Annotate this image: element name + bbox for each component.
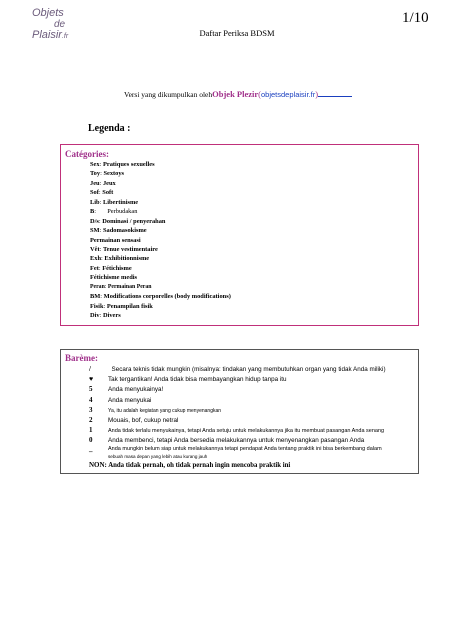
category-code: D/s (90, 217, 99, 225)
bareme-symbol: 3 (89, 405, 93, 414)
bareme-symbol: 2 (89, 415, 93, 424)
document-title: Daftar Periksa BDSM (199, 28, 275, 38)
link-underline (318, 89, 352, 97)
bareme-symbol: NON: (89, 460, 107, 469)
category-code: Jeu (90, 179, 100, 187)
bareme-item (89, 415, 386, 425)
category-code: BM (90, 293, 101, 301)
bareme-item (89, 460, 386, 470)
category-item: Fet: Fétichisme (90, 264, 132, 272)
category-label: Jeux (102, 179, 116, 187)
bareme-text: Secara teknis tidak mungkin (misalnya: tindakan yang membutuhkan organ yang tidak Anda miliki) (108, 366, 386, 373)
category-item: B: Perbudakan (90, 208, 138, 216)
category-label: Dominasi / penyerahan (102, 217, 166, 225)
logo-suffix: .fr (61, 33, 69, 40)
bareme-text: Anda menyukai (108, 396, 152, 404)
category-item: Peran: Permainan Peran (90, 283, 152, 290)
bareme-text: Anda menyukainya! (108, 386, 164, 394)
category-item: BM: Modifications corporelles (body modifications) (90, 293, 231, 301)
bareme-text: Tak tergantikan! Anda tidak bisa membayangkan hidup tanpa itu (108, 376, 287, 384)
bareme-symbol: _ (89, 444, 93, 453)
category-label: Pratiques sexuelles (102, 161, 155, 168)
page-number: 1/10 (402, 10, 429, 26)
category-label: Exhibitionnisme (104, 255, 150, 263)
category-label: Libertinisme (102, 198, 139, 206)
category-code: B (90, 208, 95, 216)
category-label: Modifications corporelles (body modifications) (103, 293, 231, 301)
category-item: Toy: Sextoys (90, 170, 125, 178)
category-code: Peran (90, 283, 105, 290)
bareme-symbol: / (89, 365, 91, 373)
bareme-text: Anda membenci, tetapi Anda bersedia melakukannya untuk menyenangkan pasangan Anda (108, 437, 365, 445)
bareme-symbol: 4 (89, 395, 93, 404)
logo-line-1: Objets (32, 7, 64, 19)
logo-word: Plaisir (32, 29, 62, 41)
category-code: Toy (90, 170, 101, 178)
category-item: Sex: Pratiques sexuelles (90, 161, 155, 168)
category-code: SM (90, 227, 100, 235)
categories-list (90, 160, 231, 320)
bareme-box (60, 349, 419, 474)
bareme-title: Barème: (65, 353, 98, 363)
categories-title: Catégories: (65, 149, 109, 159)
category-item (90, 236, 231, 245)
category-code: Vêt (90, 245, 100, 253)
bareme-text (108, 446, 382, 461)
category-code: Exh (90, 255, 102, 263)
category-code: Fet (90, 264, 99, 272)
brand-name: Objek Plezir (212, 89, 259, 99)
category-label: Sadomasokisme (102, 227, 147, 235)
version-credit (124, 89, 352, 99)
bareme-text: Mouais, bof, cukup netral (108, 416, 179, 424)
category-code: Fétichisme medis (90, 274, 138, 282)
category-label: Soft (102, 189, 114, 197)
category-item: SM: Sadomasokisme (90, 227, 147, 235)
bareme-text: Ya, itu adalah kegiatan yang cukup menyenangkan (108, 407, 222, 414)
category-code: Fisik (90, 302, 104, 310)
bareme-item (89, 395, 386, 405)
category-label: Perbudakan (97, 208, 138, 216)
version-prefix: Versi yang dikumpulkan oleh (124, 90, 213, 99)
category-label: Divers (102, 312, 121, 319)
category-code: Permainan sensasi (90, 236, 141, 244)
category-item: Lib: Libertinisme (90, 198, 139, 206)
category-label: Permainan Peran (107, 283, 152, 290)
site-link[interactable]: objetsdeplaisir.fr (261, 90, 316, 99)
bareme-item (89, 384, 386, 394)
category-code: Div (90, 312, 100, 319)
legend-heading: Legenda : (88, 123, 131, 134)
category-label: Fétichisme (102, 264, 132, 272)
heart-icon: ♥ (89, 375, 94, 384)
category-code: Sof (90, 189, 99, 197)
close-paren: ) (315, 89, 319, 99)
category-item (90, 273, 231, 282)
category-item: Fisik: Penampilan fisik (90, 302, 153, 310)
bareme-item (89, 435, 386, 445)
bareme-text-line: sebuah masa depan yang lebih atau kurang jauh (108, 453, 208, 459)
category-label: Tenue vestimentaire (102, 245, 158, 253)
bareme-text: Anda tidak pernah, oh tidak pernah ingin mencoba praktik ini (108, 461, 291, 469)
category-code: Sex (90, 161, 100, 168)
bareme-item (89, 425, 386, 435)
category-label: Penampilan fisik (106, 302, 153, 310)
category-item: Jeu: Jeux (90, 179, 116, 187)
bareme-item (89, 446, 386, 460)
bareme-item (89, 405, 386, 415)
category-label: Sextoys (103, 170, 125, 178)
bareme-symbol: 1 (89, 426, 93, 435)
category-code: Lib (90, 198, 100, 206)
bareme-symbol: 0 (89, 436, 93, 445)
bareme-item (89, 364, 386, 374)
bareme-text: Anda tidak terlalu menyukainya, tetapi Anda setuju untuk melakukannya jika itu membuat pasangan Anda senang (108, 428, 385, 435)
category-item: Vêt: Tenue vestimentaire (90, 245, 158, 253)
category-item: Exh: Exhibitionnisme (90, 255, 150, 263)
bareme-text-line: Anda mungkin belum siap untuk melakukannya tetapi pendapat Anda tentang praktik ini bisa berkembang dalam (108, 445, 382, 452)
logo-line-2: de (54, 19, 66, 30)
category-item: Div: Divers (90, 312, 121, 319)
bareme-list (89, 364, 386, 470)
bareme-item (89, 374, 386, 384)
category-item: D/s: Dominasi / penyerahan (90, 217, 166, 225)
bareme-symbol: 5 (89, 385, 93, 394)
categories-box (60, 144, 419, 326)
open-paren: ( (258, 89, 261, 99)
category-item: Sof: Soft (90, 189, 114, 197)
